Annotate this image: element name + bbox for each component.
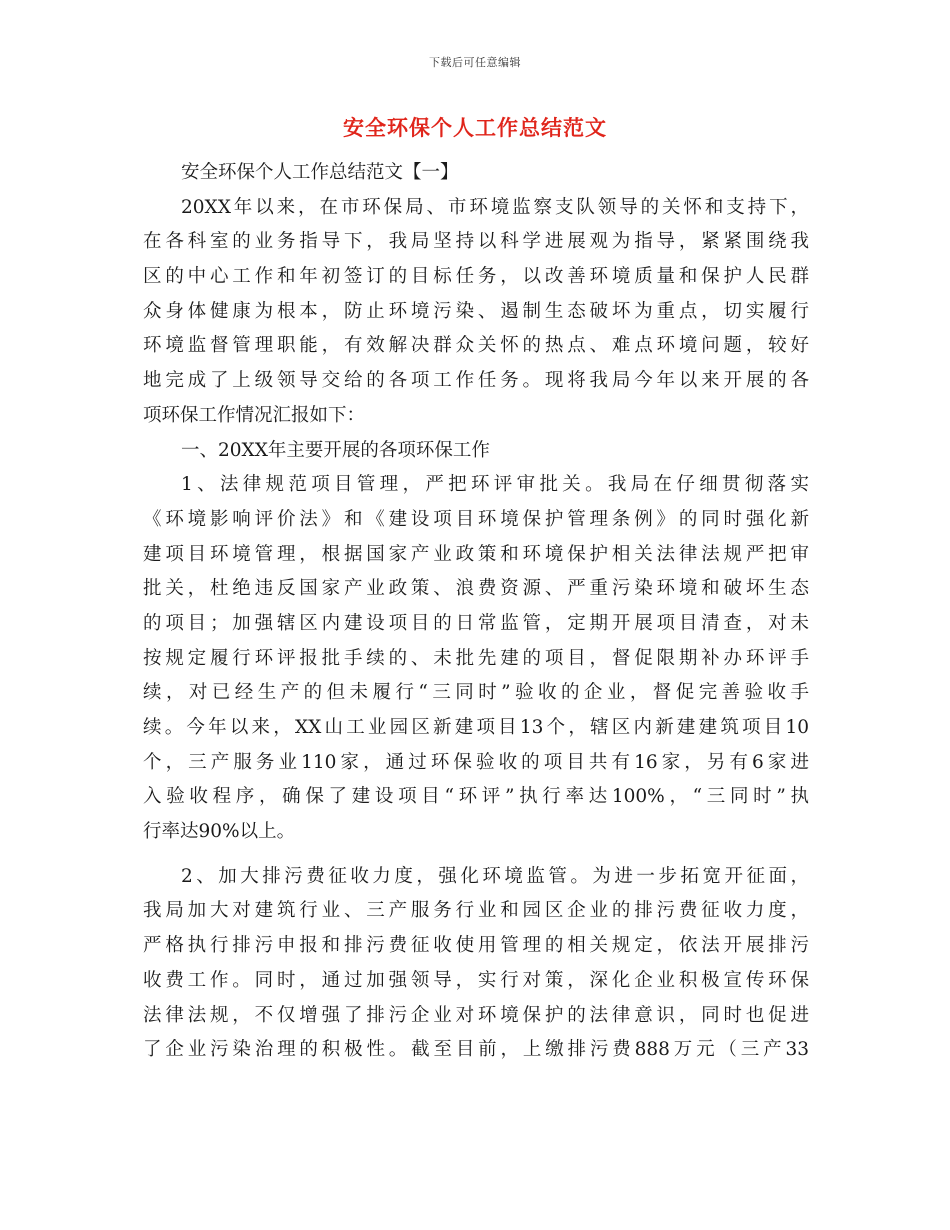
paragraph-line: 严格执行排污申报和排污费征收使用管理的相关规定，依法开展排污	[143, 935, 809, 957]
paragraph-line: 法律法规，不仅增强了排污企业对环境保护的法律意识，同时也促进	[143, 1004, 809, 1026]
paragraph-line: 续。今年以来，XX山工业园区新建项目13个，辖区内新建建筑项目10	[143, 717, 809, 738]
paragraph-1	[143, 191, 809, 434]
paragraph-line: 行率达90%以上。	[143, 821, 296, 843]
paragraph-line: 在各科室的业务指导下，我局坚持以科学进展观为指导，紧紧围绕我	[143, 231, 809, 253]
paragraph-line: 1、法律规范项目管理，严把环评审批关。我局在仔细贯彻落实	[181, 474, 809, 496]
section-heading: 安全环保个人工作总结范文【一】	[181, 162, 459, 183]
paragraph-gap	[143, 850, 809, 860]
document-title: 安全环保个人工作总结范文	[343, 115, 607, 140]
paragraph-line: 我局加大对建筑行业、三产服务行业和园区企业的排污费征收力度，	[143, 900, 809, 922]
paragraph-line: 《环境影响评价法》和《建设项目环境保护管理条例》的同时强化新	[143, 508, 809, 530]
paragraph-line: 项环保工作情况汇报如下：	[143, 404, 366, 426]
paragraph-line: 收费工作。同时，通过加强领导，实行对策，深化企业积极宣传环保	[143, 969, 809, 991]
paragraph-line: 了企业污染治理的积极性。截至目前，上缴排污费888万元（三产33	[143, 1039, 809, 1061]
paragraph-line: 按规定履行环评报批手续的、未批先建的项目，督促限期补办环评手	[143, 647, 809, 669]
paragraph-3	[143, 860, 809, 1068]
paragraph-2	[143, 468, 809, 850]
paragraph-line: 的项目；加强辖区内建设项目的日常监管，定期开展项目清查，对未	[143, 612, 809, 634]
section-heading: 一、20XX年主要开展的各项环保工作	[181, 439, 490, 461]
paragraph-line: 众身体健康为根本，防止环境污染、遏制生态破坏为重点，切实履行	[143, 300, 809, 322]
paragraph-line: 区的中心工作和年初签订的目标任务，以改善环境质量和保护人民群	[143, 266, 809, 288]
paragraph-line: 入验收程序，确保了建设项目“环评”执行率达100%，“三同时”执	[143, 786, 809, 808]
paragraph-line: 续，对已经生产的但未履行“三同时”验收的企业，督促完善验收手	[143, 682, 809, 704]
document-body	[143, 156, 809, 1068]
paragraph-line: 个，三产服务业110家，通过环保验收的项目共有16家，另有6家进	[143, 751, 809, 773]
paragraph-line: 环境监督管理职能，有效解决群众关怀的热点、难点环境问题，较好	[143, 335, 809, 357]
paragraph-line: 2、加大排污费征收力度，强化环境监管。为进一步拓宽开征面，	[181, 865, 809, 887]
paragraph-line: 批关，杜绝违反国家产业政策、浪费资源、严重污染环境和破坏生态	[143, 578, 809, 600]
paragraph-line: 20XX年以来，在市环保局、市环境监察支队领导的关怀和支持下，	[181, 196, 809, 218]
paragraph-line: 建项目环境管理，根据国家产业政策和环境保护相关法律法规严把审	[143, 543, 809, 565]
paragraph-line: 地完成了上级领导交给的各项工作任务。现将我局今年以来开展的各	[143, 370, 809, 392]
header-note: 下载后可任意编辑	[429, 56, 521, 69]
